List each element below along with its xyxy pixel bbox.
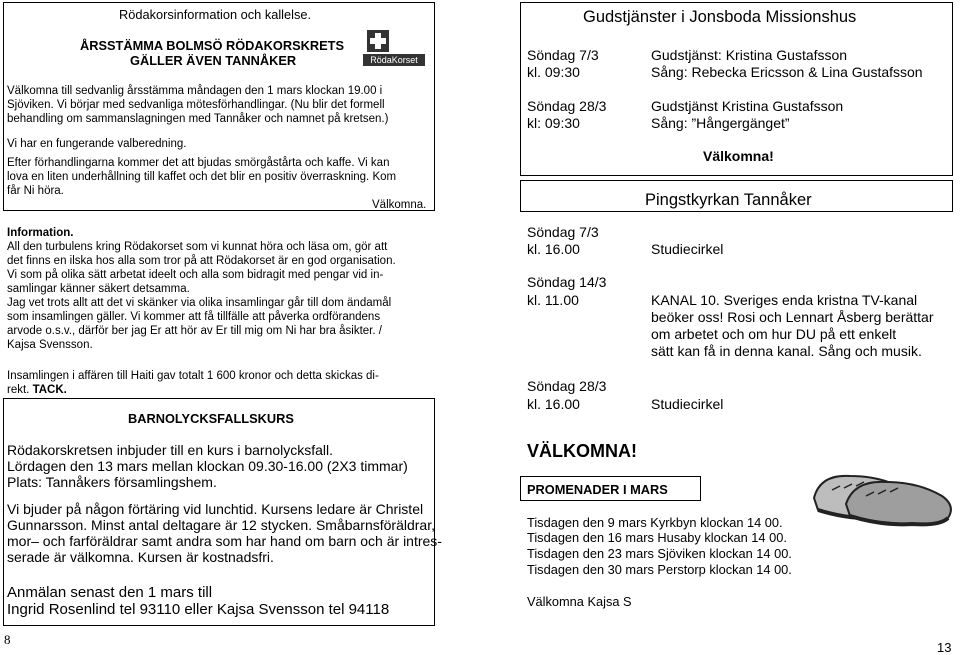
pingst-e3-time: kl. 16.00: [527, 396, 580, 412]
meeting-subtitle: GÄLLER ÄVEN TANNÅKER: [130, 53, 297, 68]
info-line6: som insamlingen gäller. Vi kommer att få tillfälle att påverka ordförandens: [7, 311, 381, 323]
pingst-e3-text: Studiecirkel: [651, 396, 724, 412]
meeting-para3-line2: lova en liten underhållning till kaffet och det blir en positiv överraskning. Kom: [7, 171, 397, 183]
meeting-title: ÅRSSTÄMMA BOLMSÖ RÖDAKORSKRETS: [80, 38, 344, 53]
mh-row2-day: kl. 09:30: [527, 64, 580, 80]
pingst-e2-line2: beöker oss! Rosi och Lennart Åsberg berättar: [651, 309, 934, 325]
course-signup-line2: Ingrid Rosenlind tel 93110 eller Kajsa Svensson tel 94118: [7, 601, 390, 618]
shoes-illustration: [810, 468, 955, 530]
meeting-para3-line1: Efter förhandlingarna kommer det att bjudas smörgåstårta och kaffe. Vi kan: [7, 157, 390, 169]
info-line2: det finns en ilska hos alla som tror på att Rödakorset är en god organisation.: [7, 255, 396, 267]
page-number-right: 13: [937, 640, 952, 655]
course-para1-line3: Plats: Tannåkers församlingshem.: [7, 474, 217, 490]
info-line7: arvode o.s.v., därför ber jag Er att hör av Er till mig om Ni har bra åsikter. /: [7, 325, 382, 337]
mh-row3-text: Gudstjänst Kristina Gustafsson: [651, 98, 844, 114]
pingst-e2-time: kl. 11.00: [527, 292, 579, 308]
course-signup-line1: Anmälan senast den 1 mars till: [7, 584, 213, 601]
meeting-para1-line1: Välkomna till sedvanlig årsstämma måndagen den 1 mars klockan 19.00 i: [7, 85, 383, 97]
haiti-line1: Insamlingen i affären till Haiti gav totalt 1 600 kronor och detta skickas di-: [7, 370, 379, 382]
haiti-line2: [7, 383, 67, 398]
mh-row1-text: Gudstjänst: Kristina Gustafsson: [651, 47, 848, 63]
pingst-e2-line4: sätt kan få in denna kanal. Sång och musik.: [651, 343, 922, 359]
walk-signature: Välkomna Kajsa S: [527, 594, 632, 609]
meeting-para3-line3: får Ni höra.: [7, 185, 64, 197]
red-cross-logo: [363, 30, 425, 66]
pingst-e1-text: Studiecirkel: [651, 241, 724, 257]
info-line8: Kajsa Svensson.: [7, 339, 93, 351]
meeting-welcome: Välkomna.: [372, 199, 427, 211]
course-para1-line1: Rödakorskretsen inbjuder till en kurs i barnolycksfall.: [7, 442, 334, 458]
mh-welcome: Välkomna!: [703, 148, 774, 164]
promenader-title: PROMENADER I MARS: [527, 482, 668, 497]
info-heading: Information.: [7, 227, 74, 239]
pingst-e3-day: Söndag 28/3: [527, 378, 607, 394]
box-header: Rödakorsinformation och kallelse.: [119, 7, 312, 22]
missionshus-title: Gudstjänster i Jonsboda Missionshus: [583, 8, 857, 26]
mh-row3-day: Söndag 28/3: [527, 98, 607, 114]
course-para2-line3: mor– och farföräldrar samt andra som har hand om barn och är intres-: [7, 533, 442, 549]
pingst-e2-line3: om arbetet och om hur DU på ett enkelt: [651, 326, 897, 342]
logo-text: RödaKorset: [370, 55, 418, 65]
info-line1: All den turbulens kring Rödakorset som vi kunnat höra och läsa om, gör att: [7, 241, 388, 253]
walk-row1: Tisdagen den 9 mars Kyrkbyn klockan 14 00.: [527, 515, 783, 530]
mh-row4-day: kl: 09:30: [527, 115, 580, 131]
course-para2-line2: Gunnarsson. Minst antal deltagare är 12 stycken. Småbarnsföräldrar,: [7, 517, 435, 533]
pingst-e2-line1: KANAL 10. Sveriges enda kristna TV-kanal: [651, 292, 918, 308]
course-para2-line1: Vi bjuder på någon förtäring vid lunchtid. Kursens ledare är Christel: [7, 501, 424, 517]
valberedning-text: Vi har en fungerande valberedning.: [7, 138, 187, 150]
meeting-para1-line3: behandling om sammanslagningen med Tannåker och namnet på kretsen.): [7, 113, 389, 125]
mh-row2-text: Sång: Rebecka Ericsson & Lina Gustafsson: [651, 64, 923, 80]
course-para1-line2: Lördagen den 13 mars mellan klockan 09.30-16.00 (2X3 timmar): [7, 458, 408, 474]
info-line4: samlingar känner säkert detsamma.: [7, 283, 190, 295]
walk-row2: Tisdagen den 16 mars Husaby klockan 14 00.: [527, 530, 787, 545]
tack-text: TACK.: [32, 384, 67, 396]
info-line5: Jag vet trots allt att det vi skänker via olika insamlingar går till dom ändamål: [7, 297, 392, 309]
pingst-welcome: VÄLKOMNA!: [527, 441, 637, 461]
course-title: BARNOLYCKSFALLSKURS: [128, 411, 294, 426]
mh-row1-day: Söndag 7/3: [527, 47, 599, 63]
pingst-title: Pingstkyrkan Tannåker: [645, 191, 812, 209]
pingst-e2-day: Söndag 14/3: [527, 274, 607, 290]
walk-row4: Tisdagen den 30 mars Perstorp klockan 14 00.: [527, 562, 792, 577]
info-line3: Vi som på olika sätt arbetat ideelt och alla som bidragit med pengar vid in-: [7, 269, 384, 281]
walk-row3: Tisdagen den 23 mars Sjöviken klockan 14 00.: [527, 546, 792, 561]
meeting-para1-line2: Sjöviken. Vi börjar med sedvanliga mötesförhandlingar. (Nu blir det formell: [7, 99, 385, 111]
page-number-left: 8: [4, 632, 11, 647]
pingst-e1-day: Söndag 7/3: [527, 224, 599, 240]
course-para2-line4: serade är välkomna. Kursen är kostnadsfri.: [7, 549, 274, 565]
haiti-line2-text: rekt.: [7, 384, 33, 396]
mh-row4-text: Sång: ”Hångergänget”: [651, 115, 790, 131]
pingst-e1-time: kl. 16.00: [527, 241, 580, 257]
